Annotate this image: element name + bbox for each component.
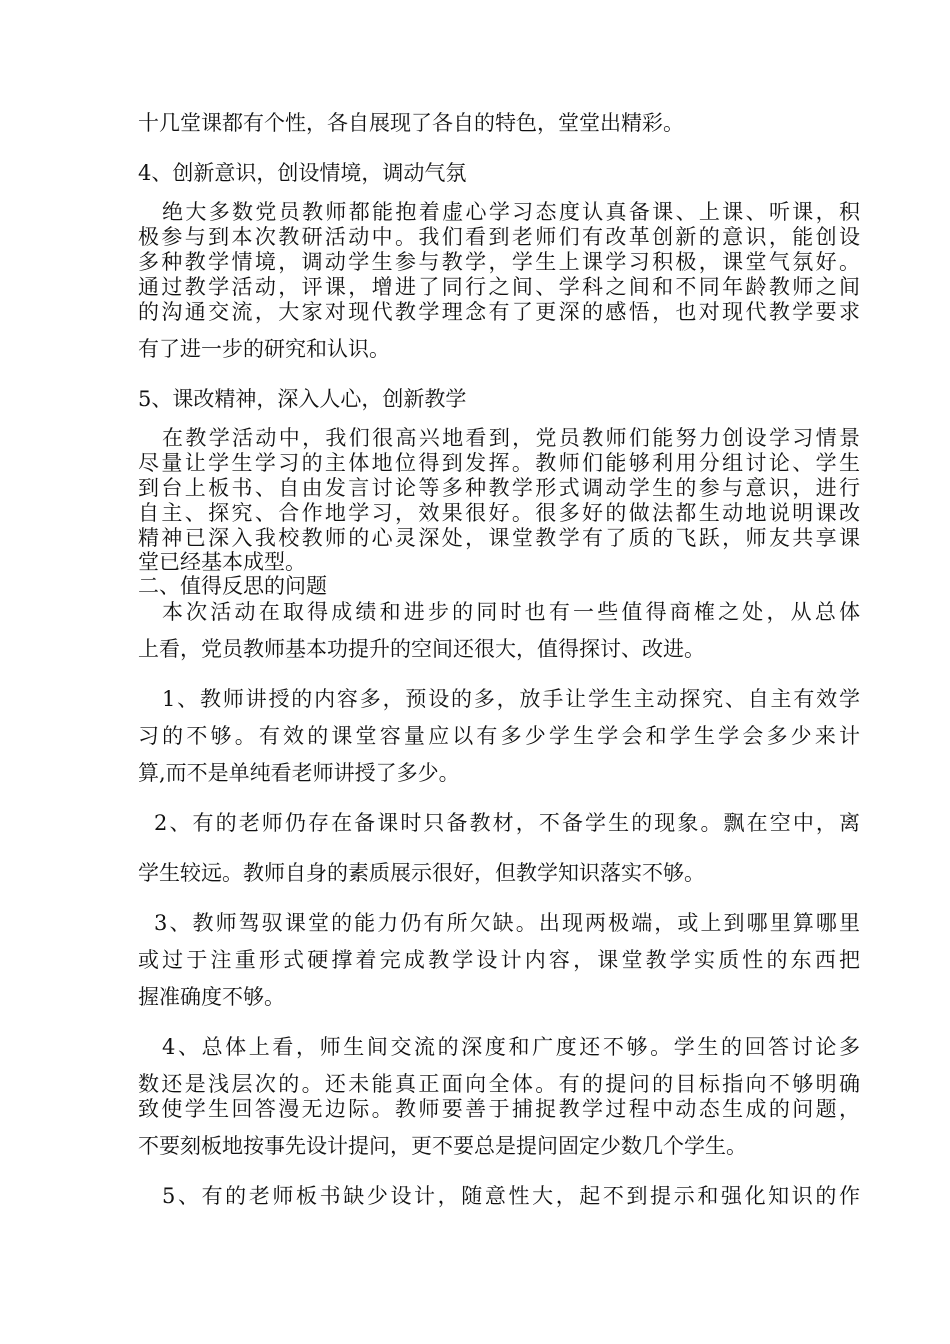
paragraph-line: 十几堂课都有个性，各自展现了各自的特色，堂堂出精彩。: [138, 111, 684, 135]
paragraph-line: 尽量让学生学习的主体地位得到发挥。教师们能够利用分组讨论、学生: [138, 451, 860, 475]
list-item-line: 数还是浅层次的。还未能真正面向全体。有的提问的目标指向不够明确: [138, 1072, 860, 1096]
list-item-line: 5、有的老师板书缺少设计，随意性大，起不到提示和强化知识的作: [162, 1184, 860, 1208]
list-item-line: 或过于注重形式硬撑着完成教学设计内容，课堂教学实质性的东西把: [138, 948, 860, 972]
paragraph-line: 自主、探究、合作地学习，效果很好。很多好的做法都生动地说明课改: [138, 501, 860, 525]
paragraph-line: 上看，党员教师基本功提升的空间还很大，值得探讨、改进。: [138, 637, 705, 661]
section-heading: 二、值得反思的问题: [138, 574, 327, 598]
section-heading: 4、创新意识，创设情境，调动气氛: [138, 161, 467, 185]
paragraph-line: 精神已深入我校教师的心灵深处，课堂教学有了质的飞跃，师友共享课: [138, 526, 860, 550]
list-item-line: 1、教师讲授的内容多，预设的多，放手让学生主动探究、自主有效学: [162, 687, 860, 711]
paragraph-line: 有了进一步的研究和认识。: [138, 337, 390, 361]
paragraph-line: 通过教学活动，评课，增进了同行之间、学科之间和不同年龄教师之间: [138, 275, 860, 299]
paragraph-line: 绝大多数党员教师都能抱着虚心学习态度认真备课、上课、听课，积: [162, 200, 860, 224]
list-item-line: 3、教师驾驭课堂的能力仍有所欠缺。出现两极端，或上到哪里算哪里: [154, 911, 860, 935]
paragraph-line: 极参与到本次教研活动中。我们看到老师们有改革创新的意识，能创设: [138, 225, 860, 249]
list-item-line: 算,而不是单纯看老师讲授了多少。: [138, 761, 460, 785]
paragraph-line: 堂已经基本成型。: [138, 550, 306, 574]
list-item-line: 握准确度不够。: [138, 985, 285, 1009]
list-item-line: 4、总体上看，师生间交流的深度和广度还不够。学生的回答讨论多: [162, 1035, 860, 1059]
list-item-line: 不要刻板地按事先设计提问，更不要总是提问固定少数几个学生。: [138, 1134, 747, 1158]
paragraph-line: 多种教学情境，调动学生参与教学，学生上课学习积极，课堂气氛好。: [138, 250, 860, 274]
list-item-line: 习的不够。有效的课堂容量应以有多少学生学会和学生学会多少来计: [138, 724, 860, 748]
list-item-line: 致使学生回答漫无边际。教师要善于捕捉教学过程中动态生成的问题，: [138, 1097, 860, 1121]
paragraph-line: 在教学活动中，我们很高兴地看到，党员教师们能努力创设学习情景: [162, 426, 860, 450]
paragraph-line: 本次活动在取得成绩和进步的同时也有一些值得商榷之处，从总体: [162, 600, 860, 624]
paragraph-line: 到台上板书、自由发言讨论等多种教学形式调动学生的参与意识，进行: [138, 476, 860, 500]
list-item-line: 2、有的老师仍存在备课时只备教材，不备学生的现象。飘在空中，离: [154, 811, 860, 835]
paragraph-line: 的沟通交流，大家对现代教学理念有了更深的感悟，也对现代教学要求: [138, 300, 860, 324]
section-heading: 5、课改精神，深入人心，创新教学: [138, 387, 467, 411]
list-item-line: 学生较远。教师自身的素质展示很好，但教学知识落实不够。: [138, 861, 705, 885]
